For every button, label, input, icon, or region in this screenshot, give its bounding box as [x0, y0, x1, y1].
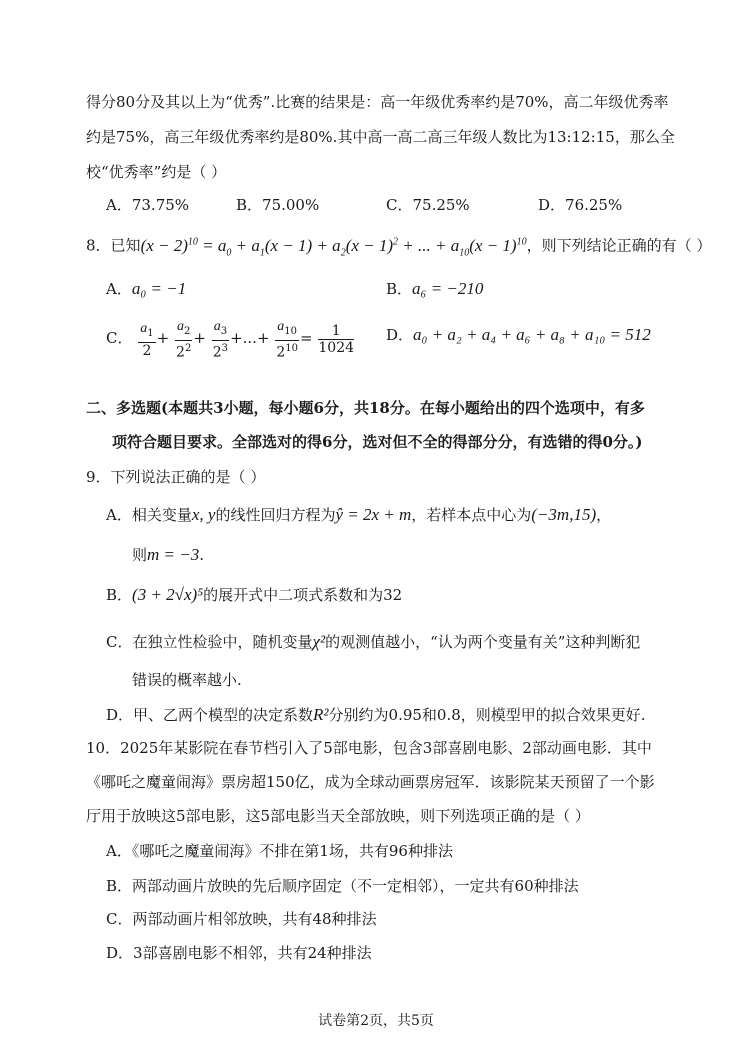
- q7-line1: 得分80分及其以上为“优秀”.比赛的结果是：高一年级优秀率约是70%，高二年级优秀率: [86, 93, 669, 111]
- q10-option-b: B．两部动画片放映的先后顺序固定（不一定相邻），一定共有60种排法: [106, 877, 579, 895]
- page-footer: 试卷第2页，共5页: [318, 1013, 434, 1029]
- q10-line1: 10．2025年某影院在春节档引入了5部电影，包含3部喜剧电影、2部动画电影．其中: [86, 739, 652, 757]
- q8-option-c: C． $\frac{a_1}{2}$ + $\frac{a_2}{2^2}$ + $\frac{a_3}{2^3}$ +...+ $\frac{a_{10}}{2^{10}}$ = $\frac{1}{1024}$: [106, 319, 355, 361]
- q10-option-a: A．《哪吒之魔童闹海》不排在第1场，共有96种排法: [106, 842, 453, 860]
- q9-stem: 9．下列说法正确的是（ ）: [86, 468, 266, 486]
- q8-option-b: B．a₆ = −210: [386, 279, 484, 298]
- section2-heading-cont: 项符合题目要求。全部选对的得6分，选对但不全的得部分分，有选错的得0分。): [112, 433, 643, 451]
- q7-option-d: D．76.25%: [538, 196, 623, 214]
- section2-heading: 二、多选题(本题共3小题，每小题6分，共18分。在每小题给出的四个选项中，有多: [86, 399, 645, 417]
- q10-line3: 厅用于放映这5部电影，这5部电影当天全部放映，则下列选项正确的是（ ）: [86, 807, 590, 825]
- q10-option-d: D．3部喜剧电影不相邻，共有24种排法: [106, 944, 372, 962]
- q9-option-b: B．(3 + 2√x)⁵的展开式中二项式系数和为32: [106, 585, 403, 604]
- q8-option-d: D．a₀ + a₂ + a₄ + a₆ + a₈ + a₁₀ = 512: [386, 325, 651, 344]
- q7-option-c: C．75.25%: [386, 196, 470, 214]
- q7-line2: 约是75%，高三年级优秀率约是80%.其中高一高二高三年级人数比为13:12:15，那么全: [86, 128, 675, 146]
- q9-option-d: D．甲、乙两个模型的决定系数R²分别约为0.95和0.8，则模型甲的拟合效果更好.: [106, 705, 646, 724]
- q7-option-a: A．73.75%: [106, 196, 190, 214]
- q8-stem: 8．已知$(x - 2)^{10} = a_0 + a_1(x - 1) + a_2(x - 1)^2$ + ... + $a_{10}(x - 1)^{10}$，则下列结论正确的有（ ）: [86, 235, 712, 259]
- q7-line3: 校“优秀率”约是（ ）: [86, 163, 227, 181]
- q8-equation: $(x - 2)^{10} = a_0 + a_1(x - 1) + a_2(x - 1)^2$ + ... + $a_{10}(x - 1)^{10}$: [140, 235, 527, 259]
- q7-option-b: B．75.00%: [236, 196, 320, 214]
- q10-option-c: C．两部动画片相邻放映，共有48种排法: [106, 910, 377, 928]
- q8-option-a: A．a₀ = −1: [106, 279, 187, 298]
- q9-option-c-cont: 错误的概率越小.: [132, 671, 242, 689]
- q9-option-c: C．在独立性检验中，随机变量χ²的观测值越小，“认为两个变量有关”这种判断犯: [106, 632, 641, 651]
- q10-line2: 《哪吒之魔童闹海》票房超150亿，成为全球动画票房冠军．该影院某天预留了一个影: [86, 773, 655, 791]
- q9-option-a-cont: 则m = −3.: [132, 545, 205, 564]
- q9-option-a: A．相关变量x, y的线性回归方程为ŷ = 2x + m，若样本点中心为(−3m,15)，: [106, 505, 612, 524]
